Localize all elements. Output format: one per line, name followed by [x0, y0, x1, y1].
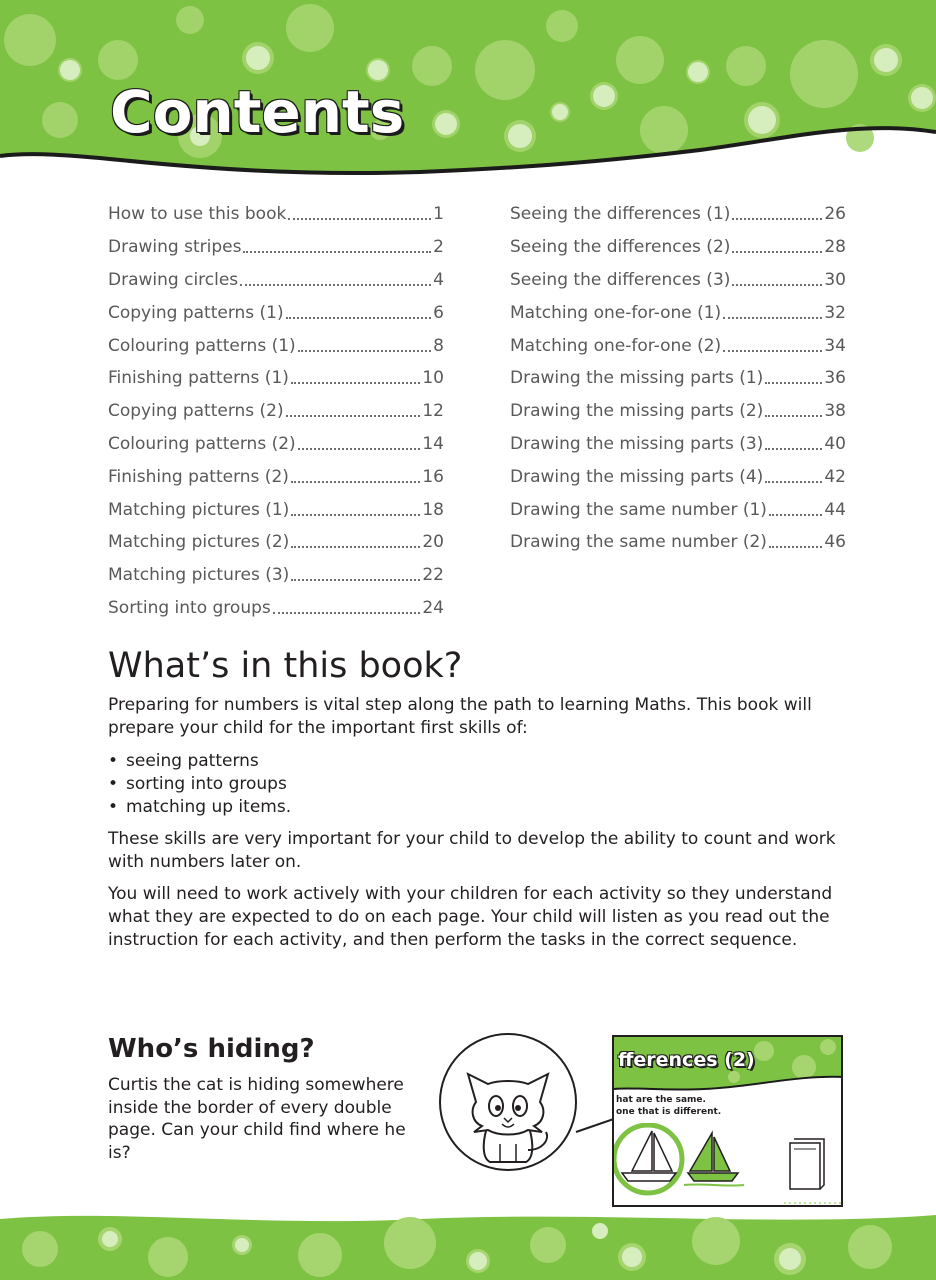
toc-entry-title: Finishing patterns (1): [108, 368, 289, 389]
toc-dot-leader: [273, 600, 421, 614]
toc-entry-page: 46: [824, 532, 846, 553]
hiding-heading: Who’s hiding?: [108, 1034, 315, 1064]
toc-entry-title: Finishing patterns (2): [108, 466, 289, 487]
toc-entry-page: 16: [422, 466, 444, 487]
intro-paragraph: Preparing for numbers is vital step along the path to learning Maths. This book will prepare your child for the important first skills of:: [108, 695, 812, 738]
toc-dot-leader: [765, 370, 822, 384]
toc-entry-title: Drawing the missing parts (2): [510, 401, 764, 422]
footer-banner: [0, 1205, 936, 1280]
toc-dot-leader: [291, 502, 420, 516]
toc-dot-leader: [769, 502, 822, 516]
toc-entry-title: Matching one-for-one (2): [510, 335, 722, 356]
toc-entry: [510, 362, 846, 395]
toc-dot-leader: [243, 239, 431, 253]
toc-entry-title: Drawing the same number (1): [510, 499, 767, 520]
toc-entry-page: 10: [422, 368, 444, 389]
toc-dot-leader: [291, 567, 420, 581]
toc-entry: [108, 264, 444, 297]
sailboat-icon: [614, 1123, 843, 1207]
toc-entry-title: Copying patterns (1): [108, 302, 284, 323]
toc-entry-page: 4: [433, 269, 444, 290]
toc-entry: [108, 526, 444, 559]
page-title: Contents: [110, 78, 405, 146]
toc-entry: [510, 198, 846, 231]
toc-entry: [510, 493, 846, 526]
list-item: • sorting into groups: [108, 773, 291, 796]
toc-entry-page: 44: [824, 499, 846, 520]
toc-entry-title: Colouring patterns (2): [108, 433, 296, 454]
toc-entry-page: 38: [824, 401, 846, 422]
header-banner: [0, 0, 936, 195]
toc-entry-page: 32: [824, 302, 846, 323]
toc-entry-page: 14: [422, 433, 444, 454]
skills-paragraph: These skills are very important for your child to develop the ability to count and work with numbers later on.: [108, 829, 836, 872]
toc-dot-leader: [286, 403, 421, 417]
toc-entry-title: Drawing the missing parts (4): [510, 466, 764, 487]
toc-entry: [108, 559, 444, 592]
toc-dot-leader: [240, 272, 431, 286]
toc-dot-leader: [723, 305, 822, 319]
toc-dot-leader: [732, 239, 822, 253]
toc-entry: [108, 362, 444, 395]
toc-dot-leader: [291, 469, 420, 483]
toc-dot-leader: [286, 305, 432, 319]
toc-entry: [510, 395, 846, 428]
thumbnail-text: hat are the same.: [616, 1095, 706, 1105]
toc-entry-title: Drawing the missing parts (1): [510, 368, 764, 389]
toc-entry-page: 34: [824, 335, 846, 356]
thumbnail-title: fferences (2): [618, 1049, 755, 1071]
toc-entry-page: 12: [422, 401, 444, 422]
toc-entry-title: Sorting into groups: [108, 597, 271, 618]
toc-entry: [108, 460, 444, 493]
toc-entry-title: Seeing the differences (1): [510, 204, 731, 225]
toc-dot-leader: [765, 469, 822, 483]
toc-entry-title: Drawing the missing parts (3): [510, 433, 764, 454]
toc-entry-title: Drawing circles: [108, 269, 239, 290]
toc-entry: [108, 592, 444, 625]
instructions-paragraph: You will need to work actively with your children for each activity so they understand what they are expected to do on each page. Your child will listen as you read out the instruction for each activity, and then perform the tasks in the correct sequence.: [108, 884, 833, 950]
section-heading: What’s in this book?: [108, 646, 463, 686]
toc-entry-title: Colouring patterns (1): [108, 335, 296, 356]
toc-entry-page: 28: [824, 237, 846, 258]
toc-dot-leader: [298, 436, 421, 450]
toc-entry-page: 2: [433, 237, 444, 258]
toc-entry-page: 30: [824, 269, 846, 290]
toc-dot-leader: [732, 272, 822, 286]
toc-entry-title: Copying patterns (2): [108, 401, 284, 422]
toc-dot-leader: [288, 206, 431, 220]
toc-dot-leader: [298, 338, 432, 352]
toc-entry-page: 8: [433, 335, 444, 356]
toc-dot-leader: [723, 338, 822, 352]
toc-dot-leader: [769, 534, 822, 548]
list-item: • matching up items.: [108, 796, 291, 819]
toc-entry: [510, 460, 846, 493]
toc-entry: [108, 428, 444, 461]
toc-entry-page: 24: [422, 597, 444, 618]
list-item: • seeing patterns: [108, 750, 291, 773]
toc-entry-title: Matching pictures (1): [108, 499, 290, 520]
toc-dot-leader: [291, 370, 420, 384]
toc-dot-leader: [291, 534, 420, 548]
toc-entry: [510, 231, 846, 264]
toc-entry-title: Matching pictures (2): [108, 532, 290, 553]
toc-entry-page: 18: [422, 499, 444, 520]
toc-entry-page: 42: [824, 466, 846, 487]
toc-entry: [108, 395, 444, 428]
toc-dot-leader: [732, 206, 822, 220]
toc-entry: [510, 329, 846, 362]
toc-entry-page: 26: [824, 204, 846, 225]
toc-entry: [510, 526, 846, 559]
skills-list: [108, 750, 291, 819]
toc-entry-title: How to use this book: [108, 204, 287, 225]
toc-dot-leader: [765, 403, 822, 417]
toc-dot-leader: [765, 436, 822, 450]
toc-entry: [510, 296, 846, 329]
toc-entry-page: 22: [422, 565, 444, 586]
toc-entry: [108, 493, 444, 526]
toc-entry-title: Seeing the differences (2): [510, 237, 731, 258]
toc-entry-title: Matching one-for-one (1): [510, 302, 722, 323]
toc-entry-title: Matching pictures (3): [108, 565, 290, 586]
toc-entry-page: 40: [824, 433, 846, 454]
toc-entry: [108, 296, 444, 329]
page-thumbnail: [612, 1035, 843, 1207]
hiding-text: Curtis the cat is hiding somewhere inside the border of every double page. Can your child find where he is?: [108, 1075, 406, 1163]
toc-entry: [108, 231, 444, 264]
toc-entry-page: 6: [433, 302, 444, 323]
toc-entry-title: Seeing the differences (3): [510, 269, 731, 290]
toc-entry: [510, 264, 846, 297]
toc-right-column: [510, 198, 846, 559]
toc-entry-title: Drawing stripes: [108, 237, 242, 258]
toc-entry-page: 36: [824, 368, 846, 389]
toc-entry-page: 1: [433, 204, 444, 225]
toc-entry-title: Drawing the same number (2): [510, 532, 767, 553]
toc-left-column: [108, 198, 444, 624]
thumbnail-text: one that is different.: [616, 1107, 722, 1117]
toc-entry: [510, 428, 846, 461]
toc-entry-page: 20: [422, 532, 444, 553]
green-bubble-footer: [0, 1205, 936, 1280]
toc-entry: [108, 329, 444, 362]
cat-illustration: [438, 1032, 578, 1172]
toc-entry: [108, 198, 444, 231]
